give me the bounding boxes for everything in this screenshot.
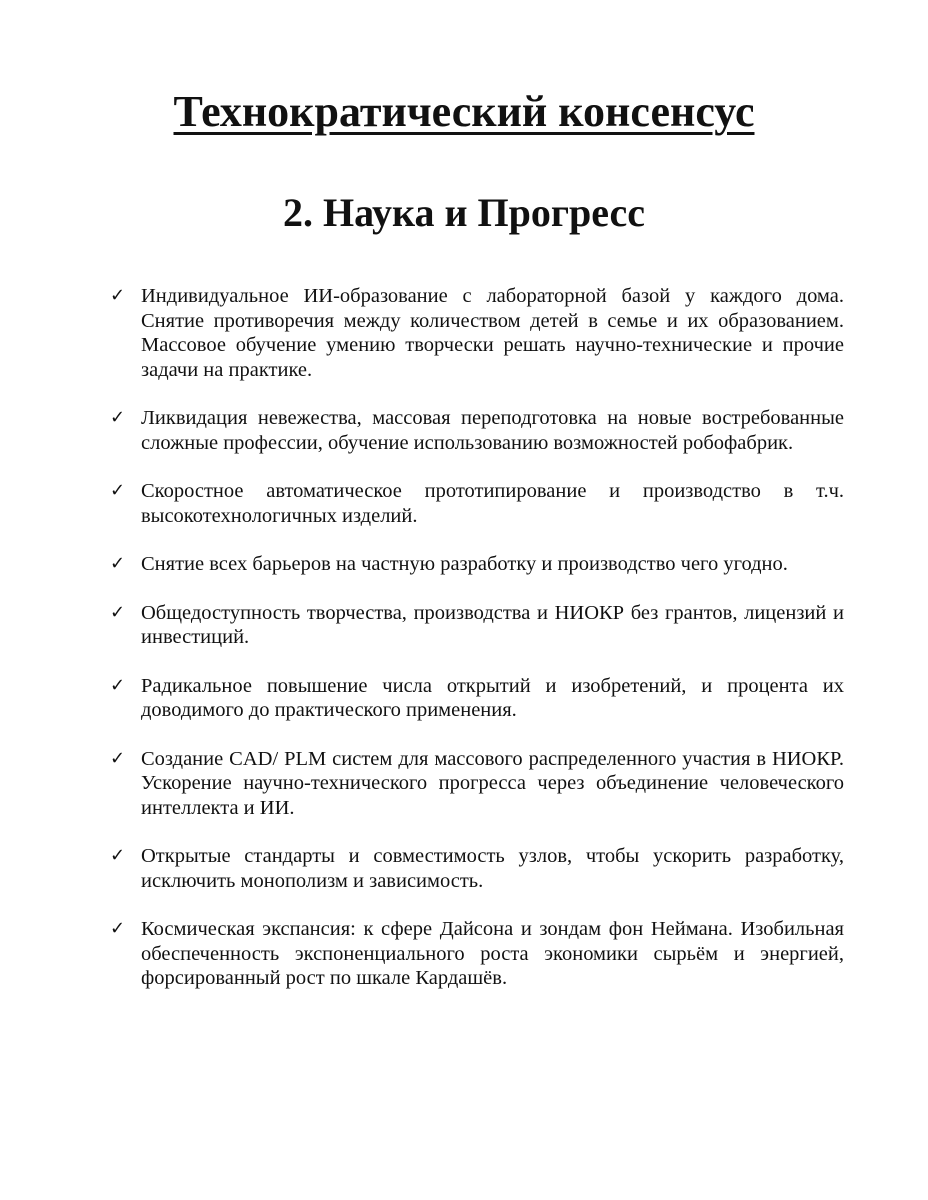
checkmark-icon: ✓ [110, 407, 126, 428]
list-item [110, 674, 844, 723]
checkmark-icon: ✓ [110, 480, 126, 501]
list-item [110, 917, 844, 991]
list-item-text: Скоростное автоматическое прототипирование и производство в т.ч. высокотехнологичных изделий. [141, 480, 844, 527]
checkmark-icon: ✓ [110, 553, 126, 574]
list-item-text: Индивидуальное ИИ-образование с лабораторной базой у каждого дома. Снятие противоречия между количеством детей в семье и их образованием. Массовое обучение умению творчески решать научно-технические и прочие задачи на практике. [141, 285, 844, 381]
checkmark-icon: ✓ [110, 285, 126, 306]
page-title-text: Технократический консенсус [173, 87, 755, 136]
list-item-text: Общедоступность творчества, производства и НИОКР без грантов, лицензий и инвестиций. [141, 601, 844, 648]
list-item [110, 406, 844, 455]
bullet-list [110, 284, 844, 1015]
checkmark-icon: ✓ [110, 918, 126, 939]
section-heading: 2. Наука и Прогресс [282, 190, 646, 235]
list-item [110, 552, 844, 577]
page-title [0, 84, 928, 140]
list-item-text: Радикальное повышение числа открытий и изобретений, и процента их доводимого до практического применения. [141, 674, 844, 721]
list-item [110, 601, 844, 650]
checkmark-icon: ✓ [110, 674, 126, 696]
list-item [110, 844, 844, 893]
list-item-text: Космическая экспансия: к сфере Дайсона и зондам фон Неймана. Изобильная обеспеченность экспоненциального роста экономики сырьём и энергией, форсированный рост по шкале Кардашёв. [141, 918, 844, 989]
list-item-text: Снятие всех барьеров на частную разработку и производство чего угодно. [141, 553, 788, 575]
list-item-text: Ликвидация невежества, массовая переподготовка на новые востребованные сложные профессии, обучение использованию возможностей робофабрик. [141, 407, 844, 454]
checkmark-icon: ✓ [110, 845, 126, 866]
checkmark-icon: ✓ [110, 747, 126, 769]
checkmark-icon: ✓ [110, 601, 126, 623]
list-item-text: Открытые стандарты и совместимость узлов, чтобы ускорить разработку, исключить монополизм и зависимость. [141, 845, 844, 892]
list-item [110, 284, 844, 382]
list-item [110, 747, 844, 821]
list-item [110, 479, 844, 528]
list-item-text: Создание CAD/ PLM систем для массового распределенного участия в НИОКР. Ускорение научно-технического прогресса через объединение человеческого интеллекта и ИИ. [141, 747, 844, 819]
